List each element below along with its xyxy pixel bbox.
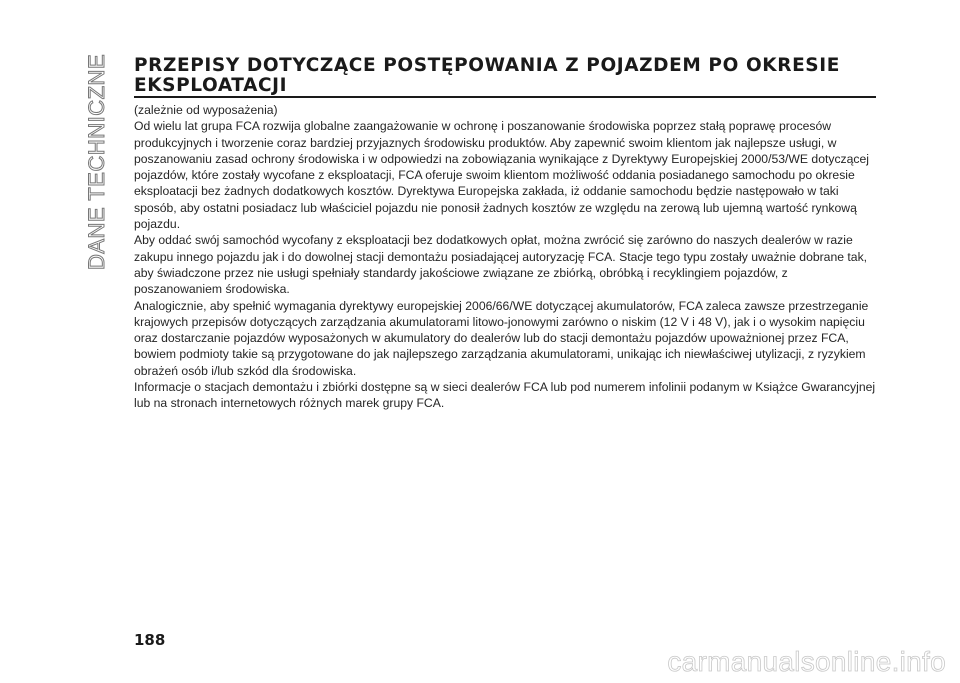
paragraph-note: (zależnie od wyposażenia) [134,103,278,117]
paragraph: Informacje o stacjach demontażu i zbiórki dostępne są w sieci dealerów FCA lub pod numerem infolinii podanym w Książce Gwarancyjnej lub na stronach internetowych różnych marek grupy FCA. [134,380,876,411]
title-divider [134,96,876,98]
page-number: 188 [134,631,166,649]
paragraph: Analogicznie, aby spełnić wymagania dyrektywy europejskiej 2006/66/WE dotyczącej akumulatorów, FCA zaleca zawsze przestrzeganie krajowych przepisów dotyczących zarządzania akumulatorami litowo-jonowymi zarówno o niskim (12 V i 48 V), jak i o wysokim napięciu oraz dostarczanie pojazdów wyposażonych w akumulatory do dealerów lub do stacji demontażu pojazdów upoważnionej przez FCA, bowiem podmioty takie są przygotowane do jak najlepszego zarządzania akumulatorami, unikając ich niewłaściwej utylizacji, z ryzykiem obrażeń osób i/lub szkód dla środowiska. [134,298,869,378]
watermark: carmanualsonline.info [667,646,946,677]
section-tab [80,52,108,272]
section-tab-label: DANE TECHNICZNE [84,53,109,270]
body-text [134,102,879,412]
paragraph: Aby oddać swój samochód wycofany z eksploatacji bez dodatkowych opłat, można zwrócić się zarówno do naszych dealerów w razie zakupu innego pojazdu jak i do dowolnej stacji demontażu posiadającej autoryzację FCA. Stacje tego typu zostały uważnie dobrane tak, aby świadczone przez nie usługi spełniały standardy jakościowe związane ze zbiórką, obróbką i recyklingiem pojazdów, z poszanowaniem środowiska. [134,233,868,297]
paragraph: Od wielu lat grupa FCA rozwija globalne zaangażowanie w ochronę i poszanowanie środowiska poprzez stałą poprawę procesów produkcyjnych i tworzenie coraz bardziej przyjaznych środowisku produktów. Aby zapewnić swoim klientom jak najlepsze usługi, w poszanowaniu zasad ochrony środowiska i w odpowiedzi na zobowiązania wynikające z Dyrektywy Europejskiej 2000/53/WE dotyczącej pojazdów, które zostały wycofane z eksploatacji, FCA oferuje swoim klientom możliwość oddania posiadanego samochodu po okresie eksploatacji bez żadnych dodatkowych kosztów. Dyrektywa Europejska zakłada, iż oddanie samochodu będzie następowało w taki sposób, aby ostatni posiadacz lub właściciel pojazdu nie ponosił żadnych kosztów ze względu na zerową lub ujemną wartość rynkową pojazdu. [134,119,870,232]
page-title: PRZEPISY DOTYCZĄCE POSTĘPOWANIA Z POJAZDEM PO OKRESIE EKSPLOATACJI [134,55,840,96]
